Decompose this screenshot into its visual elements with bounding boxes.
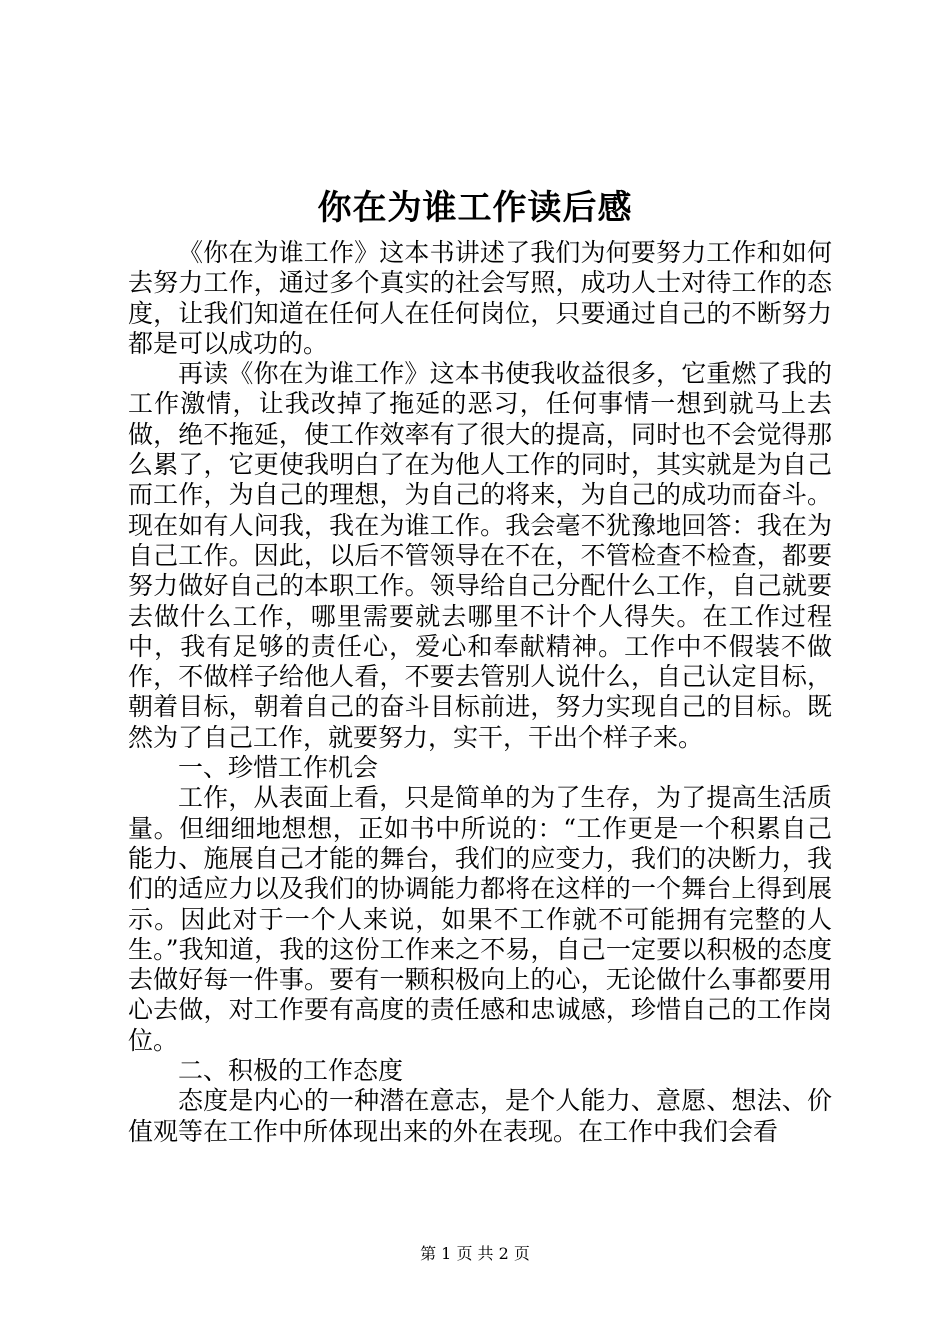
paragraph-reread: 再读《你在为谁工作》这本书使我收益很多，它重燃了我的工作激情，让我改掉了拖延的恶习，任何事情一想到就马上去做，绝不拖延，使工作效率有了很大的提高，同时也不会觉得那么累了，它更使我明白了在为他人工作的同时，其实就是为自己而工作，为自己的理想，为自己的将来，为自己的成功而奋斗。现在如有人问我，我在为谁工作。我会毫不犹豫地回答：我在为自己工作。因此，以后不管领导在不在，不管检查不检查，都要努力做好自己的本职工作。领导给自己分配什么工作，自己就要去做什么工作，哪里需要就去哪里不计个人得失。在工作过程中，我有足够的责任心，爱心和奉献精神。工作中不假装不做作，不做样子给他人看，不要去管别人说什么，自己认定目标，朝着目标，朝着自己的奋斗目标前进，努力实现自己的目标。既然为了自己工作，就要努力，实干，干出个样子来。: [128, 359, 832, 752]
paragraph-cherish-opportunity: 工作，从表面上看，只是简单的为了生存，为了提高生活质量。但细细地想想，正如书中所说的：“工作更是一个积累自己能力、施展自己才能的舞台，我们的应变力，我们的决断力，我们的适应力以及我们的协调能力都将在这样的一个舞台上得到展示。因此对于一个人来说，如果不工作就不可能拥有完整的人生。”我知道，我的这份工作来之不易，自己一定要以积极的态度去做好每一件事。要有一颗积极向上的心，无论做什么事都要用心去做，对工作要有高度的责任感和忠诚感，珍惜自己的工作岗位。: [128, 783, 832, 1055]
document-title: 你在为谁工作读后感: [317, 188, 633, 228]
paragraph-positive-attitude: 态度是内心的一种潜在意志，是个人能力、意愿、想法、价值观等在工作中所体现出来的外在表现。在工作中我们会看: [128, 1086, 832, 1146]
document-body: [128, 238, 832, 1147]
page-indicator: 第 1 页 共 2 页: [420, 1244, 530, 1263]
section-heading-positive-attitude: 二、积极的工作态度: [178, 1056, 404, 1086]
paragraph-intro: 《你在为谁工作》这本书讲述了我们为何要努力工作和如何去努力工作，通过多个真实的社会写照，成功人士对待工作的态度，让我们知道在任何人在任何岗位，只要通过自己的不断努力都是可以成功的。: [128, 238, 832, 358]
section-heading-cherish-opportunity: 一、珍惜工作机会: [178, 753, 379, 783]
